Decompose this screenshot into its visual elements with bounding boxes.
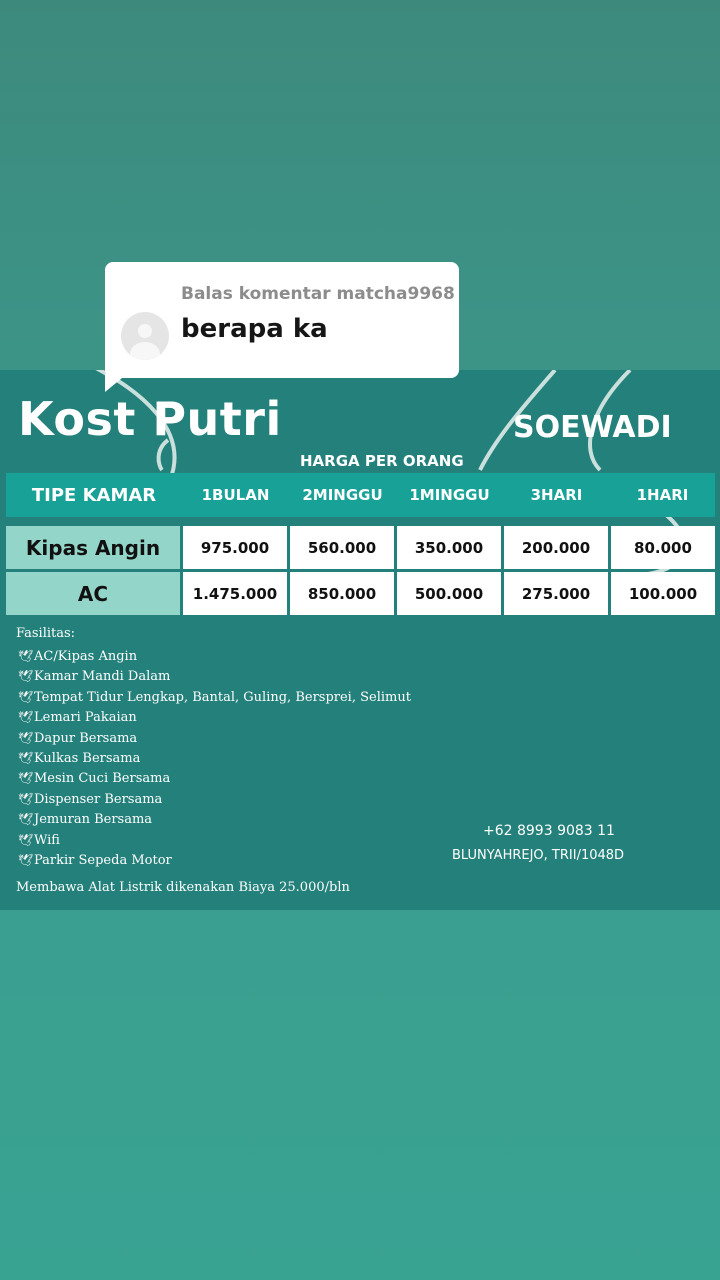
facility-label: Mesin Cuci Bersama — [34, 771, 171, 787]
list-item — [16, 728, 411, 748]
facility-label: Dispenser Bersama — [34, 791, 163, 807]
table-row — [6, 572, 715, 615]
facility-label: Lemari Pakaian — [34, 710, 137, 726]
list-item — [16, 748, 411, 768]
comment-text: berapa ka — [181, 314, 328, 344]
bubble-tail — [105, 374, 127, 392]
price-table-header — [6, 473, 715, 517]
header-2-weeks: 2MINGGU — [302, 486, 383, 504]
price-cell: 975.000 — [183, 526, 287, 569]
reply-comment-bubble[interactable] — [105, 262, 459, 378]
price-cell: 500.000 — [397, 572, 501, 615]
facility-label: Wifi — [34, 832, 60, 848]
row-label-ac: AC — [6, 572, 180, 615]
table-row — [6, 526, 715, 569]
kost-poster — [0, 370, 720, 910]
dove-icon: 🕊 — [18, 649, 34, 663]
list-item — [16, 809, 411, 829]
header-3-days: 3HARI — [530, 486, 583, 504]
dove-icon: 🕊 — [18, 669, 34, 684]
user-avatar-icon — [121, 312, 169, 360]
dove-icon: 🕊 — [18, 771, 34, 786]
dove-icon: 🕊 — [18, 791, 34, 806]
price-cell: 850.000 — [290, 572, 394, 615]
facility-label: Kulkas Bersama — [34, 750, 141, 766]
dove-icon: 🕊 — [18, 812, 34, 827]
facility-label: Tempat Tidur Lengkap, Bantal, Guling, Bersprei, Selimut — [34, 689, 411, 705]
contact-address: BLUNYAHREJO, TRII/1048D — [452, 848, 625, 863]
facility-label: Dapur Bersama — [34, 730, 138, 746]
electric-fee-note: Membawa Alat Listrik dikenakan Biaya 25.000/bln — [16, 880, 350, 895]
facility-label: AC/Kipas Angin — [34, 649, 138, 664]
price-cell: 350.000 — [397, 526, 501, 569]
list-item — [16, 850, 411, 870]
row-label-fan: Kipas Angin — [6, 526, 180, 569]
poster-title: Kost Putri — [18, 392, 282, 446]
facility-label: Jemuran Bersama — [34, 812, 153, 828]
list-item — [16, 830, 411, 850]
price-cell: 1.475.000 — [183, 572, 287, 615]
facilities-title: Fasilitas: — [16, 626, 76, 641]
dove-icon: 🕊 — [18, 852, 34, 867]
header-1-month: 1BULAN — [201, 486, 270, 504]
header-room-type: TIPE KAMAR — [31, 484, 157, 506]
contact-phone: +62 8993 9083 11 — [483, 823, 615, 839]
facility-label: Kamar Mandi Dalam — [34, 669, 171, 685]
dove-icon: 🕊 — [18, 832, 34, 847]
dove-icon: 🕊 — [18, 730, 34, 745]
header-1-day: 1HARI — [636, 486, 689, 504]
price-caption: HARGA PER ORANG — [300, 452, 464, 470]
list-item — [16, 666, 411, 686]
facilities-list — [16, 626, 411, 870]
reply-to-label: Balas komentar matcha9968 — [181, 284, 455, 304]
list-item — [16, 789, 411, 809]
list-item — [16, 768, 411, 788]
list-item — [16, 707, 411, 727]
dove-icon: 🕊 — [18, 750, 34, 765]
price-cell: 80.000 — [611, 526, 715, 569]
price-cell: 200.000 — [504, 526, 608, 569]
list-item — [16, 687, 411, 707]
price-cell: 100.000 — [611, 572, 715, 615]
dove-icon: 🕊 — [18, 689, 34, 704]
poster-brand: SOEWADI — [513, 410, 672, 445]
header-1-week: 1MINGGU — [409, 486, 490, 504]
list-item — [16, 646, 411, 666]
facility-label: Parkir Sepeda Motor — [34, 852, 172, 868]
price-cell: 560.000 — [290, 526, 394, 569]
price-cell: 275.000 — [504, 572, 608, 615]
dove-icon: 🕊 — [18, 710, 34, 725]
